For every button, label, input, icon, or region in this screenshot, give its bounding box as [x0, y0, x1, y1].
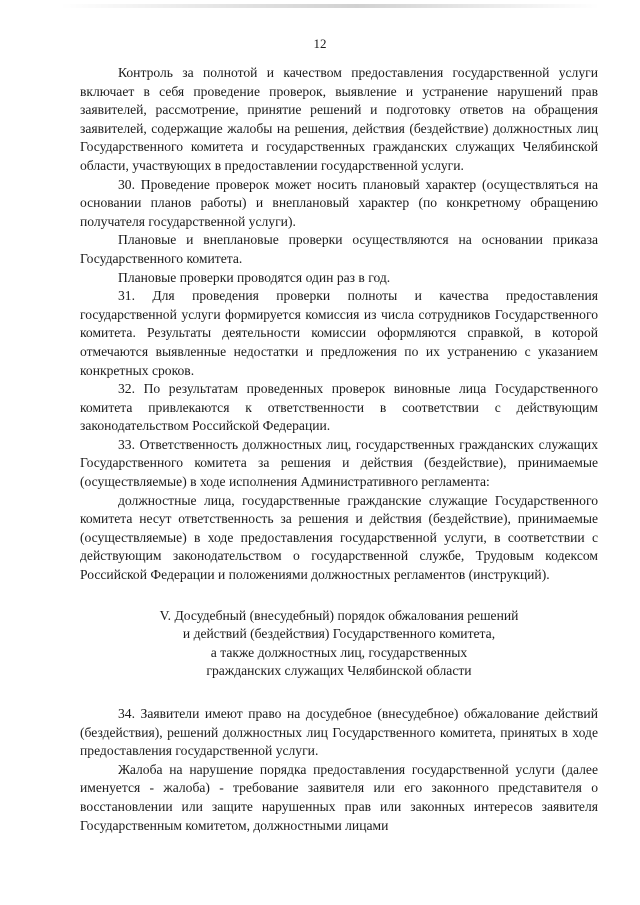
section-heading-line: V. Досудебный (внесудебный) порядок обжалования решений	[159, 607, 519, 623]
scan-edge-artifact	[60, 4, 600, 8]
section-heading-line: гражданских служащих Челябинской области	[206, 663, 472, 679]
section-heading	[80, 607, 598, 681]
paragraph: Плановые проверки проводятся один раз в год.	[118, 269, 391, 285]
paragraph: Плановые и внеплановые проверки осуществляются на основании приказа Государственного комитета.	[80, 232, 598, 266]
paragraph: должностные лица, государственные гражданские служащие Государственного комитета несут ответственность за решения и действия (бездействие), принимаемые (осуществляемые) в ходе предоставления государственной услуги, в соответствии с действующим законодательством о государственной службе, Трудовым кодексом Российской Федерации и положениями должностных регламентов (инструкций).	[80, 492, 598, 583]
paragraph-item-31: 31. Для проведения проверки полноты и качества предоставления государственной услуги формируется комиссия из числа сотрудников Государственного комитета. Результаты деятельности комиссии оформляются справкой, в которой отмечаются выявленные недостатки и предложения по их устранению с указанием конкретных сроков.	[80, 288, 598, 378]
section-heading-line: а также должностных лиц, государственных	[210, 644, 468, 660]
section-heading-line: и действий (бездействия) Государственного комитета,	[182, 626, 496, 642]
paragraph: Контроль за полнотой и качеством предоставления государственной услуги включает в себя проведение проверок, выявление и устранение нарушений прав заявителей, рассмотрение, принятие решений и подготовку ответов на обращения заявителей, содержащие жалобы на решения, действия (бездействие) должностных лиц Государственного комитета и государственных гражданских служащих Челябинской области, участвующих в предоставлении государственной услуги.	[80, 65, 598, 173]
paragraph: Жалоба на нарушение порядка предоставления государственной услуги (далее именуется - жалоба) - требование заявителя или его законного представителя о восстановлении или защите нарушенных прав или законных интересов заявителя Государственным комитетом, должностными лицами	[80, 761, 598, 833]
paragraph-item-33: 33. Ответственность должностных лиц, государственных гражданских служащих Государственного комитета за решения и действия (бездействие), принимаемые (осуществляемые) в ходе исполнения Административного регламента:	[80, 436, 598, 490]
paragraph-item-30: 30. Проведение проверок может носить плановый характер (осуществляться на основании планов работы) и внеплановый характер (по конкретному обращению получателя государственной услуги).	[80, 176, 598, 229]
paragraph-item-32: 32. По результатам проведенных проверок виновные лица Государственного комитета привлекаются к ответственности в соответствии с действующим законодательством Российской Федерации.	[80, 381, 598, 434]
document-body	[80, 64, 598, 835]
paragraph-item-34: 34. Заявители имеют право на досудебное (внесудебное) обжалование действий (бездействия), решений должностных лиц Государственного комитета, принятых в ходе предоставления государственной услуги.	[80, 706, 598, 759]
page-number: 12	[313, 36, 327, 51]
